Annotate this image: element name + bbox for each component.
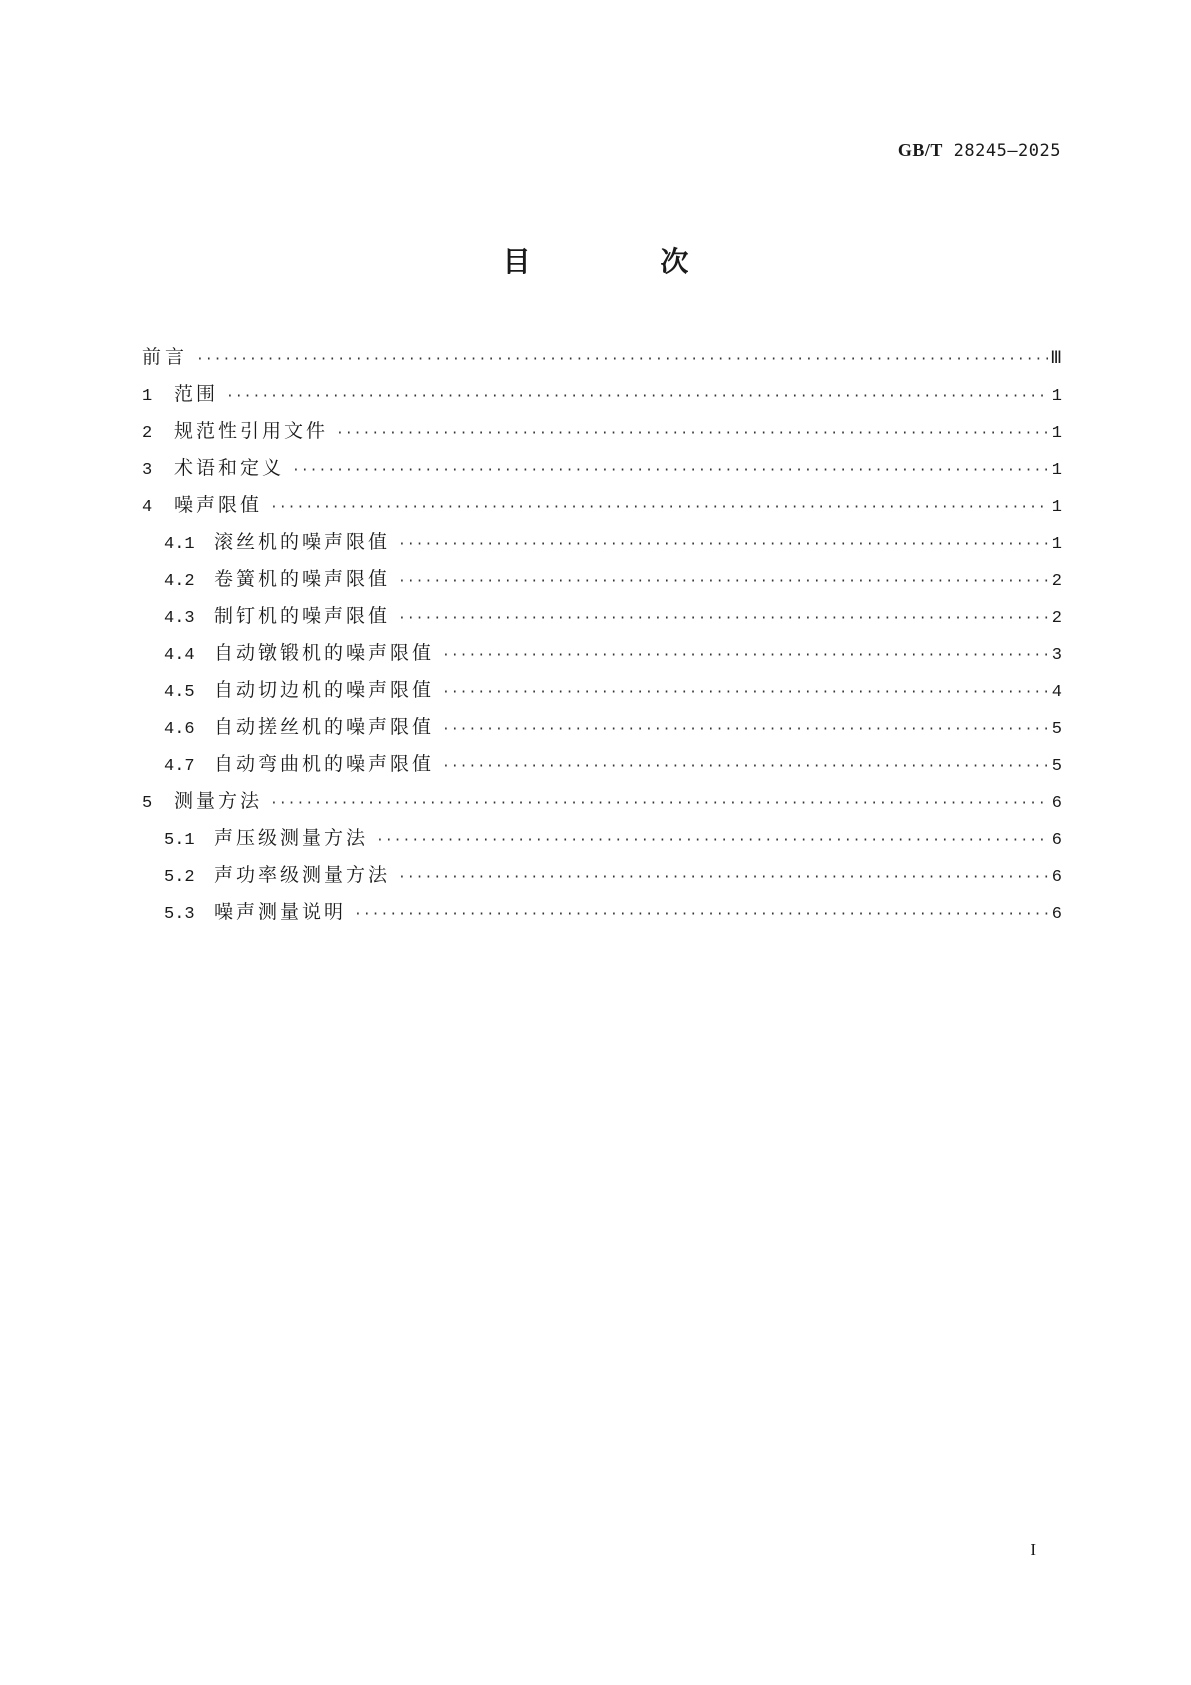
toc-entry-page: Ⅲ — [1050, 350, 1062, 369]
toc-entry-page: 6 — [1051, 794, 1062, 813]
toc-entry-page: 6 — [1051, 868, 1062, 887]
toc-entry-page: 1 — [1051, 461, 1062, 480]
toc-dot-leader — [270, 500, 1048, 515]
toc-entry-page: 5 — [1051, 720, 1062, 739]
toc-entry-number: 4.6 — [164, 720, 195, 739]
toc-entry-label: 测量方法 — [174, 790, 263, 812]
toc-entry[interactable] — [142, 601, 1062, 638]
toc-dot-leader — [442, 648, 1048, 663]
toc-entry-label: 声功率级测量方法 — [214, 864, 391, 886]
toc-entry-number: 4.1 — [164, 535, 195, 554]
toc-entry-number: 2 — [142, 424, 153, 443]
toc-entry[interactable] — [142, 712, 1062, 749]
toc-dot-leader — [442, 685, 1048, 700]
toc-entry-number: 5.2 — [164, 868, 195, 887]
toc-entry-label: 卷簧机的噪声限值 — [214, 568, 391, 590]
toc-entry-label: 噪声测量说明 — [214, 901, 347, 923]
toc-entry[interactable] — [142, 342, 1062, 379]
page-number: I — [1030, 1540, 1036, 1559]
toc-entry[interactable] — [142, 564, 1062, 601]
toc-entry-number: 5 — [142, 794, 153, 813]
standard-number — [898, 140, 1061, 161]
toc-entry-page: 5 — [1051, 757, 1062, 776]
toc-entry-label: 术语和定义 — [174, 457, 285, 479]
toc-entry-label: 规范性引用文件 — [174, 420, 329, 442]
toc-entry-number: 4.2 — [164, 572, 195, 591]
toc-entry-number: 4.4 — [164, 646, 195, 665]
toc-dot-leader — [354, 907, 1048, 922]
toc-entry-number: 4.5 — [164, 683, 195, 702]
toc-dot-leader — [196, 352, 1048, 367]
toc-entry[interactable] — [142, 749, 1062, 786]
toc-entry-page: 1 — [1051, 535, 1062, 554]
toc-entry-label: 范围 — [174, 383, 219, 405]
toc-entry-label: 滚丝机的噪声限值 — [214, 531, 391, 553]
toc-entry[interactable] — [142, 453, 1062, 490]
toc-entry-number: 5.3 — [164, 905, 195, 924]
toc-entry-number: 1 — [142, 387, 153, 406]
toc-entry-page: 3 — [1051, 646, 1062, 665]
toc-entry[interactable] — [142, 860, 1062, 897]
toc-entry[interactable] — [142, 527, 1062, 564]
toc-entry[interactable] — [142, 379, 1062, 416]
toc-entry-label: 自动弯曲机的噪声限值 — [214, 753, 435, 775]
toc-entry-page: 1 — [1051, 387, 1062, 406]
toc-entry[interactable] — [142, 490, 1062, 527]
toc-entry-number: 4 — [142, 498, 153, 517]
toc-entry-number: 3 — [142, 461, 153, 480]
toc-dot-leader — [442, 722, 1048, 737]
toc-entry-label: 自动切边机的噪声限值 — [214, 679, 435, 701]
toc-entry-number: 4.3 — [164, 609, 195, 628]
page-title: 目 次 — [502, 245, 749, 278]
toc-entry[interactable] — [142, 823, 1062, 860]
standard-code: 28245—2025 — [953, 141, 1061, 161]
toc-dot-leader — [398, 611, 1048, 626]
toc-entry-page: 6 — [1051, 831, 1062, 850]
toc-entry-page: 1 — [1051, 424, 1062, 443]
toc-entry[interactable] — [142, 786, 1062, 823]
toc-dot-leader — [226, 389, 1048, 404]
toc-entry[interactable] — [142, 416, 1062, 453]
toc-dot-leader — [270, 796, 1048, 811]
toc-entry-number: 4.7 — [164, 757, 195, 776]
toc-dot-leader — [398, 574, 1048, 589]
toc-entry-label: 自动搓丝机的噪声限值 — [214, 716, 435, 738]
toc-dot-leader — [376, 833, 1048, 848]
toc-entry[interactable] — [142, 675, 1062, 712]
toc-entry-page: 4 — [1051, 683, 1062, 702]
toc-entry-page: 2 — [1051, 572, 1062, 591]
toc-dot-leader — [398, 537, 1048, 552]
toc-entry-page: 6 — [1051, 905, 1062, 924]
toc-entry-page: 2 — [1051, 609, 1062, 628]
table-of-contents — [142, 342, 1062, 934]
standard-prefix: GB/T — [897, 140, 943, 160]
toc-dot-leader — [398, 870, 1048, 885]
toc-entry-label: 自动镦锻机的噪声限值 — [214, 642, 435, 664]
toc-dot-leader — [336, 426, 1048, 441]
toc-entry[interactable] — [142, 638, 1062, 675]
toc-entry-page: 1 — [1051, 498, 1062, 517]
toc-entry[interactable] — [142, 897, 1062, 934]
toc-entry-label: 声压级测量方法 — [214, 827, 369, 849]
toc-dot-leader — [292, 463, 1048, 478]
toc-entry-label: 前言 — [142, 346, 189, 368]
toc-entry-label: 制钉机的噪声限值 — [214, 605, 391, 627]
toc-dot-leader — [442, 759, 1048, 774]
toc-entry-number: 5.1 — [164, 831, 195, 850]
toc-entry-label: 噪声限值 — [174, 494, 263, 516]
